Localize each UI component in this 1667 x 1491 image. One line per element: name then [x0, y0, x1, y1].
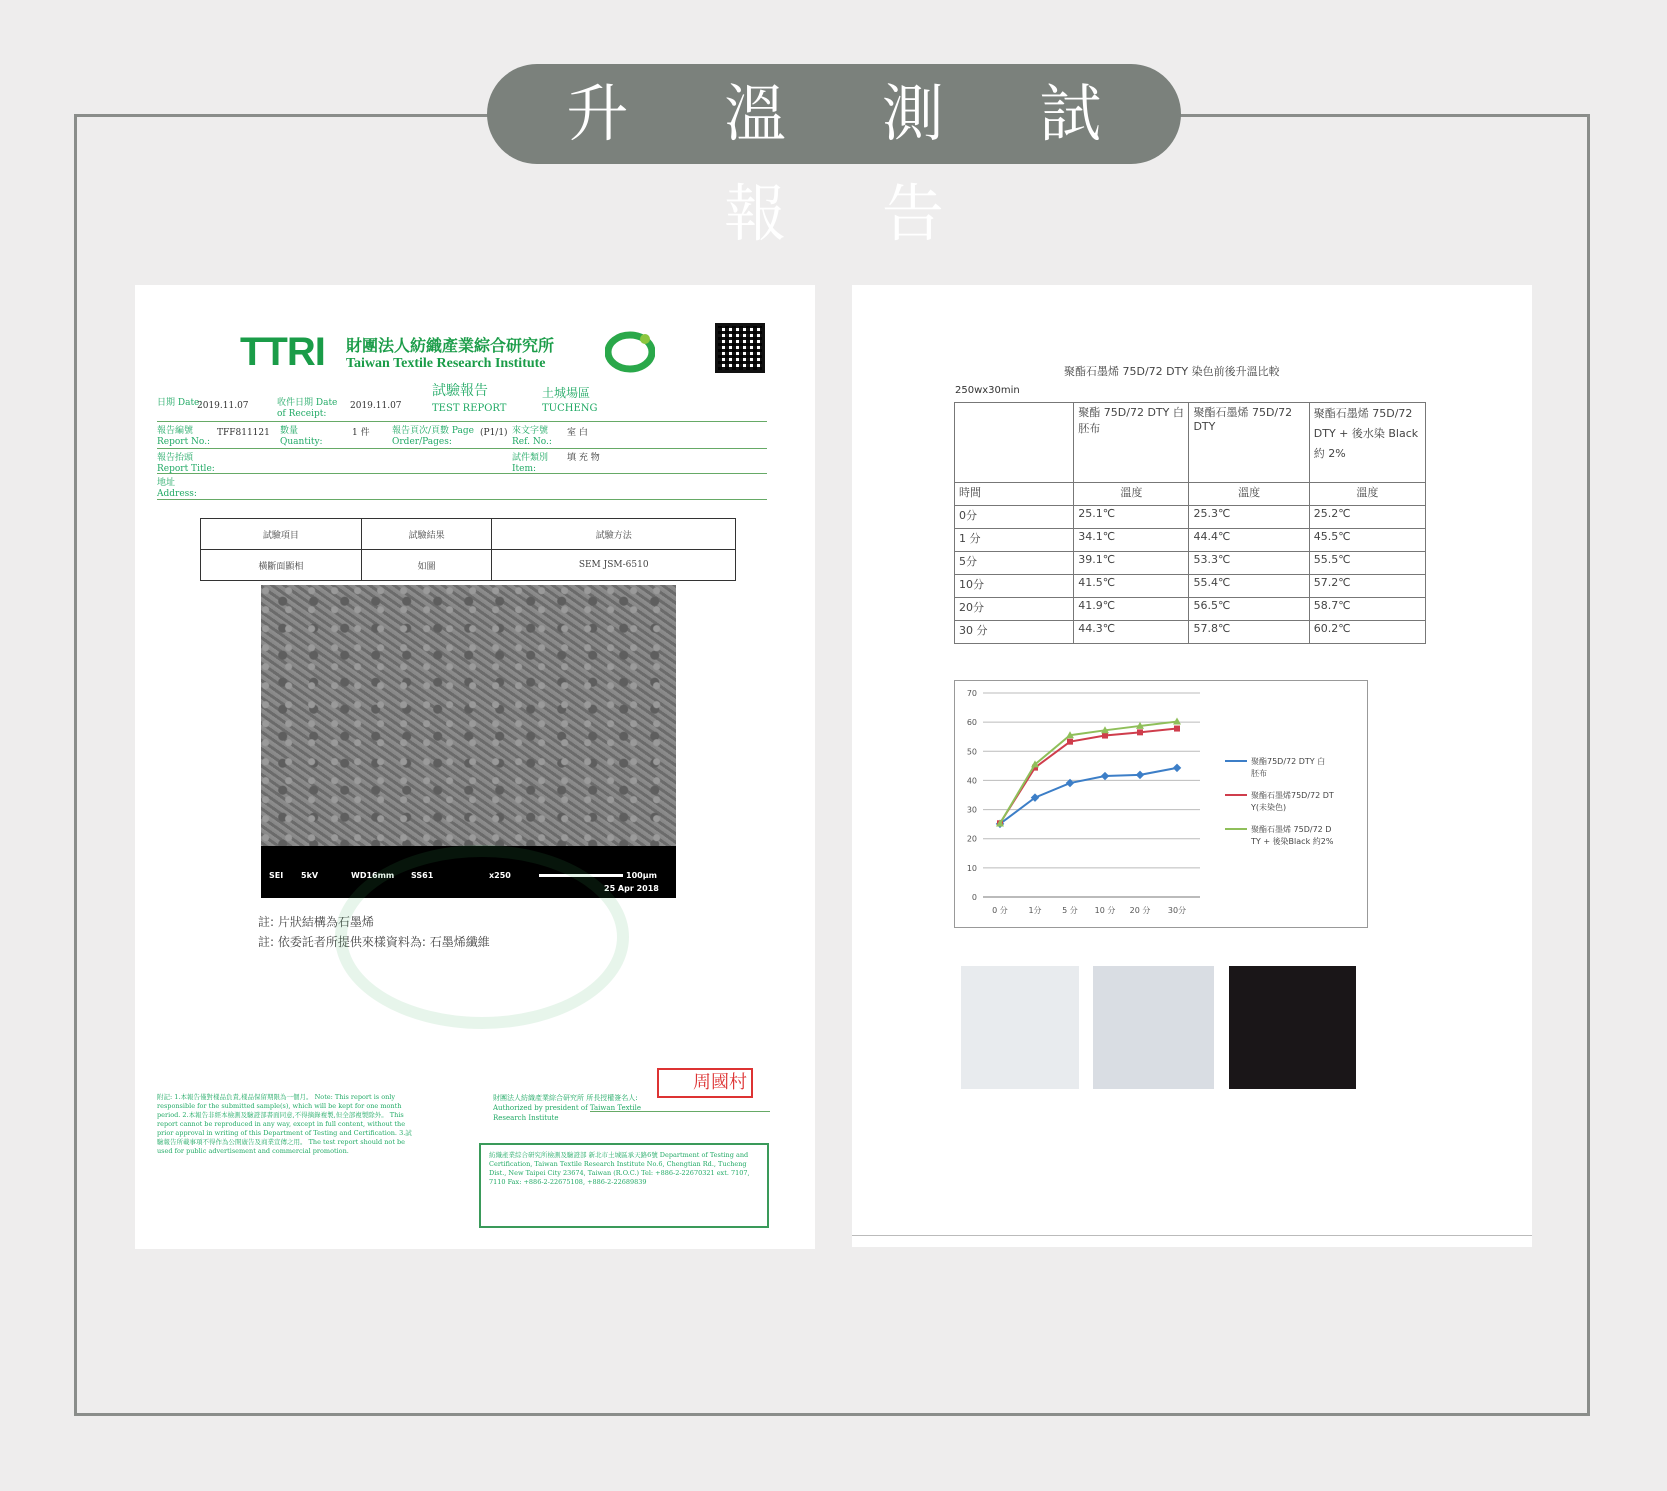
table-header: 試驗項目	[201, 519, 362, 550]
sem-info: SS61	[411, 871, 434, 880]
row-header: 溫度	[1189, 483, 1309, 506]
table-cell: 41.9℃	[1074, 598, 1189, 621]
data-point	[1102, 733, 1108, 739]
stamp-text: 周國村	[693, 1072, 747, 1093]
col-header: 聚酯石墨烯 75D/72 DTY	[1189, 403, 1309, 483]
col-header: 聚酯 75D/72 DTY 白胚布	[1074, 403, 1189, 483]
sem-info: 100μm	[626, 871, 657, 880]
x-tick-label: 0 分	[992, 906, 1008, 915]
legend-label: 聚酯75D/72 DTY 白胚布	[1251, 757, 1326, 778]
data-point	[1137, 729, 1143, 735]
report-title-label: 報告抬頭 Report Title:	[157, 453, 215, 474]
watermark-seal	[335, 845, 629, 1029]
data-point	[1174, 726, 1180, 732]
legend-label: 聚酯石墨烯 75D/72 D TY + 後染Black 約2%	[1251, 825, 1334, 846]
report-title-zh: 試驗報告	[432, 383, 488, 399]
table-cell: SEM JSM-6510	[492, 550, 736, 581]
table-cell: 44.4℃	[1189, 529, 1309, 552]
test-report-page	[135, 285, 815, 1249]
fabric-swatch-black	[1229, 966, 1356, 1089]
data-point	[1173, 764, 1181, 772]
sem-info: 25 Apr 2018	[604, 884, 659, 893]
table-cell: 25.3℃	[1189, 506, 1309, 529]
row-header: 溫度	[1309, 483, 1425, 506]
table-cell: 57.8℃	[1189, 621, 1309, 644]
table-cell: 34.1℃	[1074, 529, 1189, 552]
logo-text: TTRI	[240, 330, 325, 374]
temperature-table	[954, 402, 1426, 644]
x-tick-label: 30分	[1167, 906, 1187, 915]
table-row	[955, 598, 1426, 621]
org-name-en: Taiwan Textile Research Institute	[346, 356, 546, 371]
row-header: 溫度	[1074, 483, 1189, 506]
signatory: 財團法人紡織產業綜合研究所 所長授權簽名人: Authorized by president of Taiwan Textile Research Institute	[493, 1094, 641, 1122]
item-label: 試件類別 Item:	[512, 453, 549, 474]
date-label: 日期 Date:	[157, 398, 203, 408]
receipt-label: 收件日期 Date of Receipt:	[277, 398, 338, 419]
table-header: 試驗方法	[492, 519, 736, 550]
table-cell: 如圖	[361, 550, 492, 581]
table-cell: 1 分	[955, 529, 1074, 552]
page-bottom-line	[852, 1235, 1532, 1236]
official-stamp	[657, 1068, 753, 1098]
sem-info: x250	[489, 871, 511, 880]
date-value: 2019.11.07	[197, 401, 249, 411]
result-table	[200, 518, 736, 581]
table-cell: 5分	[955, 552, 1074, 575]
line-chart-svg	[955, 681, 1367, 927]
note-1: 註: 片狀結構為石墨烯	[258, 915, 374, 929]
table-cell: 56.5℃	[1189, 598, 1309, 621]
x-tick-label: 10 分	[1094, 906, 1116, 915]
table-cell: 39.1℃	[1074, 552, 1189, 575]
site-zh: 土城場區	[542, 386, 591, 400]
data-point	[1136, 771, 1144, 779]
table-cell: 55.4℃	[1189, 575, 1309, 598]
y-tick-label: 50	[966, 747, 977, 757]
quantity-label: 數量 Quantity:	[280, 426, 323, 447]
table-cell: 58.7℃	[1309, 598, 1425, 621]
note-2: 註: 依委託者所提供來樣資料為: 石墨烯纖維	[258, 935, 490, 949]
y-tick-label: 70	[966, 689, 977, 698]
sem-info: 5kV	[301, 871, 319, 880]
sem-info: WD16mm	[351, 871, 395, 880]
qr-code-icon	[715, 323, 765, 373]
pages-value: (P1/1)	[480, 428, 508, 438]
table-cell: 25.2℃	[1309, 506, 1425, 529]
receipt-value: 2019.11.07	[350, 401, 402, 411]
ttri-emblem-icon	[605, 331, 655, 373]
table-cell: 0分	[955, 506, 1074, 529]
site-en: TUCHENG	[542, 403, 598, 414]
series-line	[1000, 729, 1177, 824]
x-tick-label: 1分	[1028, 906, 1042, 915]
item-value: 填 充 物	[567, 453, 600, 463]
table-cell: 60.2℃	[1309, 621, 1425, 644]
x-tick-label: 20 分	[1129, 906, 1151, 915]
row-header: 時間	[955, 483, 1074, 506]
x-tick-label: 5 分	[1062, 906, 1078, 915]
table-cell: 41.5℃	[1074, 575, 1189, 598]
table-cell: 45.5℃	[1309, 529, 1425, 552]
table-row	[955, 506, 1426, 529]
address-box: 紡織產業綜合研究所檢測及驗證部 新北市土城區承天路6號 Department of Testing and Certification, Taiwan Textile Research Institute No.6, Chengtian Rd., Tucheng Dist., New Taipei City 23674, Taiwan (R.O.C.) Tel: +886-2-22670321 ext. 7107, 7110 Fax: +886-2-22675108, +886-2-22689839	[479, 1143, 769, 1228]
footer-notes: 附記: 1.本報告僅對樣品負責,樣品保留期限為一個月。 Note: This report is only responsible for the submitted sample(s), which will be kept for one month period. 2.本報告非經本檢測及驗證部書面同意,不得摘錄複製,但全部複製除外。 This report cannot be reproduced in any way, except in full content, without the prior approval in writing of this Department of Testing and Certification. 3.試驗報告所載事項不得作為公開廣告及商業宣傳之用。 The test report should not be used for public advertisement and commercial promotion.	[157, 1093, 412, 1155]
test-condition: 250wx30min	[955, 385, 1020, 396]
series-line	[1000, 768, 1177, 824]
report-title-en: TEST REPORT	[432, 403, 507, 414]
line-chart	[954, 680, 1368, 928]
pages-label: 報告頁次/頁數 Page Order/Pages:	[392, 426, 474, 447]
table-cell: 30 分	[955, 621, 1074, 644]
ref-value: 室 白	[567, 428, 588, 438]
table-row	[955, 621, 1426, 644]
org-name	[346, 333, 554, 372]
y-tick-label: 0	[971, 893, 977, 902]
org-name-zh: 財團法人紡織產業綜合研究所	[346, 336, 555, 355]
report-no-label: 報告編號 Report No.:	[157, 426, 211, 447]
data-point	[1101, 772, 1109, 780]
table-cell: 53.3℃	[1189, 552, 1309, 575]
table-cell: 25.1℃	[1074, 506, 1189, 529]
page-title: 升 溫 測 試 報 告	[487, 64, 1181, 164]
ttri-logo	[240, 330, 325, 375]
table-row	[955, 575, 1426, 598]
table-cell: 10分	[955, 575, 1074, 598]
quantity-value: 1 件	[352, 428, 370, 438]
fabric-swatch-white	[961, 966, 1079, 1089]
comparison-title: 聚酯石墨烯 75D/72 DTY 染色前後升溫比較	[1064, 365, 1280, 378]
y-tick-label: 10	[966, 863, 977, 873]
temperature-comparison-page	[852, 285, 1532, 1247]
table-cell: 20分	[955, 598, 1074, 621]
table-cell: 橫斷面顯相	[201, 550, 362, 581]
table-row	[955, 529, 1426, 552]
table-header: 試驗結果	[361, 519, 492, 550]
sem-info: SEI	[269, 871, 284, 880]
legend-label: 聚酯石墨烯75D/72 DT Y(未染色)	[1251, 791, 1334, 812]
address-label: 地址 Address:	[157, 478, 197, 499]
table-cell: 57.2℃	[1309, 575, 1425, 598]
report-no-value: TFF811121	[217, 428, 270, 438]
y-tick-label: 60	[966, 718, 977, 728]
ref-label: 來文字號 Ref. No.:	[512, 426, 552, 447]
col-header: 聚酯石墨烯 75D/72 DTY + 後水染 Black 約 2%	[1309, 403, 1425, 483]
table-row	[955, 552, 1426, 575]
data-point	[1067, 739, 1073, 745]
y-tick-label: 20	[966, 834, 977, 844]
y-tick-label: 40	[966, 776, 977, 786]
table-cell: 44.3℃	[1074, 621, 1189, 644]
fabric-swatch-graphene	[1093, 966, 1214, 1089]
y-tick-label: 30	[966, 805, 977, 815]
table-cell: 55.5℃	[1309, 552, 1425, 575]
